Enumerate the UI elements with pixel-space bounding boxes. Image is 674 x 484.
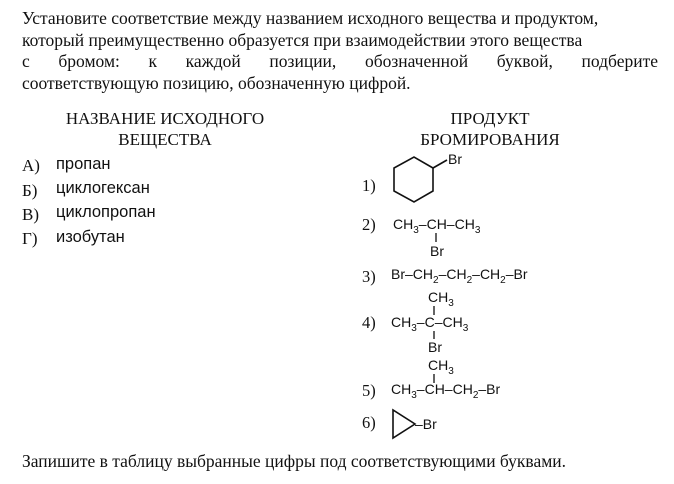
product-number: 3) (362, 267, 376, 286)
task-line: с бромом: к каждой позиции, обозначенной буквой, подберите (22, 51, 658, 71)
cyclopropane-ring (393, 410, 415, 438)
product-number: 6) (362, 413, 376, 432)
column-header-line: ПРОДУКТ (450, 109, 530, 128)
atom-label: $CH_3-CH-CH_3$ (393, 216, 481, 236)
structure-1-bromo-2-methylpropane (391, 357, 500, 401)
structure-2-bromo-2-methylpropane (391, 289, 469, 355)
structure-1-3-dibromopropane (391, 266, 528, 286)
task-line: Установите соответствие между названием исходного вещества и продуктом, (22, 8, 599, 28)
substance-name: циклопропан (56, 203, 156, 221)
atom-label: $CH_3$ (428, 289, 454, 309)
structure-bromocyclohexane (394, 157, 447, 202)
cyclohexane-ring (394, 157, 433, 202)
footer-instruction: Запишите в таблицу выбранные цифры под соответствующими буквами. (22, 451, 567, 471)
task-line: который преимущественно образуется при взаимодействии этого вещества (22, 29, 583, 50)
substance-name: циклогексан (56, 179, 150, 197)
substance-name: изобутан (56, 228, 125, 246)
substance-name: пропан (56, 155, 111, 173)
column-header-line: НАЗВАНИЕ ИСХОДНОГО (65, 109, 265, 128)
substance-letter: Б) (22, 181, 38, 200)
column-header-line: ВЕЩЕСТВА (118, 130, 212, 149)
structure-bromocyclopropane (393, 410, 415, 438)
substance-letter: А) (22, 156, 40, 175)
atom-label: $CH_3$ (428, 357, 454, 377)
product-number: 4) (362, 313, 376, 332)
product-number: 1) (362, 176, 376, 195)
atom-label: $CH_3-CH-CH_2-Br$ (391, 381, 501, 401)
atom-label: –Br (415, 416, 437, 432)
bond-line (433, 160, 447, 168)
product-number: 2) (362, 215, 376, 234)
atom-label: $Br-CH_2-CH_2-CH_2-Br$ (391, 266, 528, 286)
column-header-line: БРОМИРОВАНИЯ (420, 130, 560, 149)
atom-label: Br (428, 339, 442, 355)
substance-letter: Г) (22, 229, 38, 248)
atom-label: Br (430, 243, 444, 259)
substance-letter: В) (22, 205, 39, 224)
atom-label: $CH_3-C-CH_3$ (391, 314, 469, 334)
structure-2-bromopropane (393, 216, 481, 259)
task-line: соответствующую позицию, обозначенную цифрой. (22, 72, 411, 93)
product-number: 5) (362, 381, 376, 400)
atom-label: Br (448, 151, 462, 167)
